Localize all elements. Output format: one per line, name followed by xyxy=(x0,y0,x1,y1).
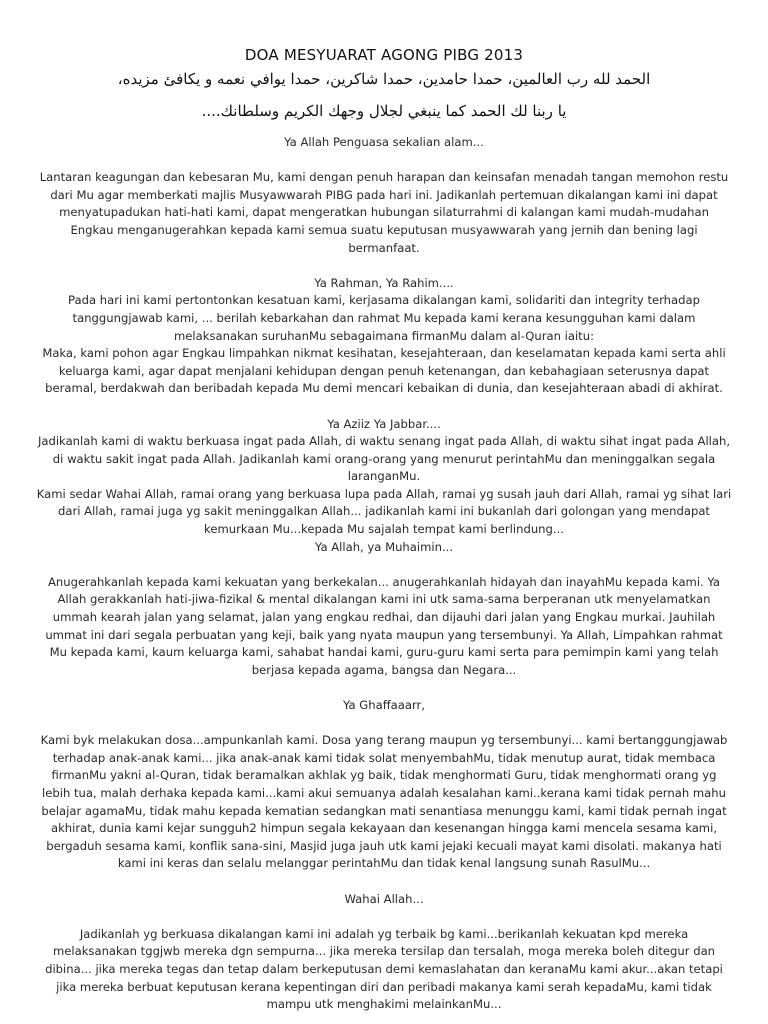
paragraph: Pada hari ini kami pertontonkan kesatuan kami, kerjasama dikalangan kami, solidariti dan integrity terhadap tanggungjawab kami, ... berilah kebarkahan dan rahmat Mu kepada kami kerana kesungguhan kami dalam melaksanakan suruhanMu sebagaimana firmanMu dalam al-Quran iaitu: xyxy=(68,293,700,343)
paragraph-gap xyxy=(36,152,732,170)
paragraph: Ya Rahman, Ya Rahim.... xyxy=(314,275,454,290)
paragraph: Kami byk melakukan dosa...ampunkanlah kami. Dosa yang terang maupun yg tersembunyi... kami bertanggungjawab terhadap anak-anak kami... jika anak-anak kami tidak solat menyembahMu, tidak menutup aurat, tidak membaca firmanMu yakni al-Quran, tidak beramalkan akhlak yg baik, tidak menghormati Guru, tidak menghormati orang yg lebih tua, malah derhaka kepada kami...kami akui semuanya adalah kesalahan kami..kerana kami tidak pernah mahu belajar agamaMu, tidak mahu kepada kematian sedangkan mati senantiasa menunggu kami, kami tidak pernah ingat akhirat, dunia kami kejar sungguh2 himpun segala kekayaan dan kesenangan hingga kami mencela sesama kami, bergaduh sesama kami, konflik sana-sini, Masjid juga jauh utk kami jejaki kecuali mayat kami disolati. makanya hati kami ini keras dan selalu melanggar perintahMu dan tidak kenal langsung sunah RasulMu... xyxy=(40,733,728,871)
document-title: DOA MESYUARAT AGONG PIBG 2013 xyxy=(244,46,524,64)
paragraph-gap xyxy=(36,257,732,275)
paragraph: Ya Allah, ya Muhaimin... xyxy=(314,539,454,554)
paragraph: Lantaran keagungan dan kebesaran Mu, kami dengan penuh harapan dan keinsafan menadah tangan memohon restu dari Mu agar memberkati majlis Musyawwarah PIBG pada hari ini. Jadikanlah pertemuan dikalangan kami ini dapat menyatupadukan hati-hati kami, dapat mengeratkan hubungan silaturrahmi di kalangan kami mudah-mudahan Engkau menganugerahkan kepada kami semua suatu keputusan musyawwarah yang jernih dan bening lagi bermanfaat. xyxy=(39,170,729,255)
paragraph: Ya Aziiz Ya Jabbar.... xyxy=(327,416,441,431)
paragraph: Maka, kami pohon agar Engkau limpahkan nikmat kesihatan, kesejahteraan, dan keselamatan kepada kami serta ahli keluarga kami, agar dapat menjalani kehidupan dengan penuh ketenangan, dan kebahagiaan seterusnya dapat beramal, berdakwah dan beribadah kepada Mu demi mencari kebaikan di dunia, dan kesejahteraan abadi di akhirat. xyxy=(42,346,726,396)
paragraph-gap xyxy=(36,908,732,926)
paragraph: Kami sedar Wahai Allah, ramai orang yang berkuasa lupa pada Allah, ramai yg susah jauh dari Allah, ramai yg sihat lari dari Allah, ramai juga yg sakit meninggalkan Allah... jadikanlah kami ini bukanlah dari golongan yang mendapat kemurkaan Mu...kepada Mu sajalah tempat kami berlindung... xyxy=(36,486,732,537)
paragraph: Jadikanlah kami di waktu berkuasa ingat pada Allah, di waktu senang ingat pada Allah, di waktu sihat ingat pada Allah, di waktu sakit ingat pada Allah. Jadikanlah kami orang-orang yang menurut perintahMu dan meninggalkan segala laranganMu. xyxy=(37,434,731,484)
paragraph: Ya Allah Penguasa sekalian alam... xyxy=(284,135,484,149)
paragraph-gap xyxy=(36,398,732,416)
paragraph: Jadikanlah yg berkuasa dikalangan kami ini adalah yg terbaik bg kami...berikanlah kekuatan kpd mereka melaksanakan tggjwb mereka dgn sempurna... jika mereka tersilap dan tersalah, moga mereka boleh ditegur dan dibina... jika mereka tegas dan tetap dalam berkeputusan demi kemaslahatan dan keranaMu kami akur...akan tetapi jika mereka berbuat keputusan kerana kepentingan diri dan peribadi makanya kami serah kepadaMu, kami tidak mampu utk menghakimi melainkanMu... xyxy=(45,926,723,1012)
paragraph-gap xyxy=(36,873,732,891)
paragraph: Anugerahkanlah kepada kami kekuatan yang berkekalan... anugerahkanlah hidayah dan inayahMu kepada kami. Ya Allah gerakkanlah hati-jiwa-fizikal & mental dikalangan kami ini utk sama-sama berperanan utk menyelamatkan ummah kearah jalan yang selamat, jalan yang engkau redhai, dan dijauhi dari jalan yang Engkau murkai. Jauhilah ummat ini dari segala perbuatan yang keji, baik yang nyata maupun yang tersembunyi. Ya Allah, Limpahkan rahmat Mu kepada kami, kaum keluarga kami, sahabat handai kami, guru-guru kami serta para pemimpin kami yang telah berjasa kepada agama, bangsa dan Negara... xyxy=(45,574,723,677)
paragraph-gap xyxy=(36,679,732,697)
arabic-praise-line: الحمد لله رب العالمين، حمدا حامدين، حمدا شاكرين، حمدا يوافي نعمه و يكافئ مزيده، xyxy=(117,70,651,88)
arabic-praise-line: يا ربنا لك الحمد كما ينبغي لجلال وجهك الكريم وسلطانك.... xyxy=(201,102,567,120)
paragraph-gap xyxy=(36,715,732,733)
paragraph-gap xyxy=(36,556,732,574)
paragraph: Wahai Allah... xyxy=(344,891,424,906)
paragraph: Ya Ghaffaaarr, xyxy=(342,698,426,712)
